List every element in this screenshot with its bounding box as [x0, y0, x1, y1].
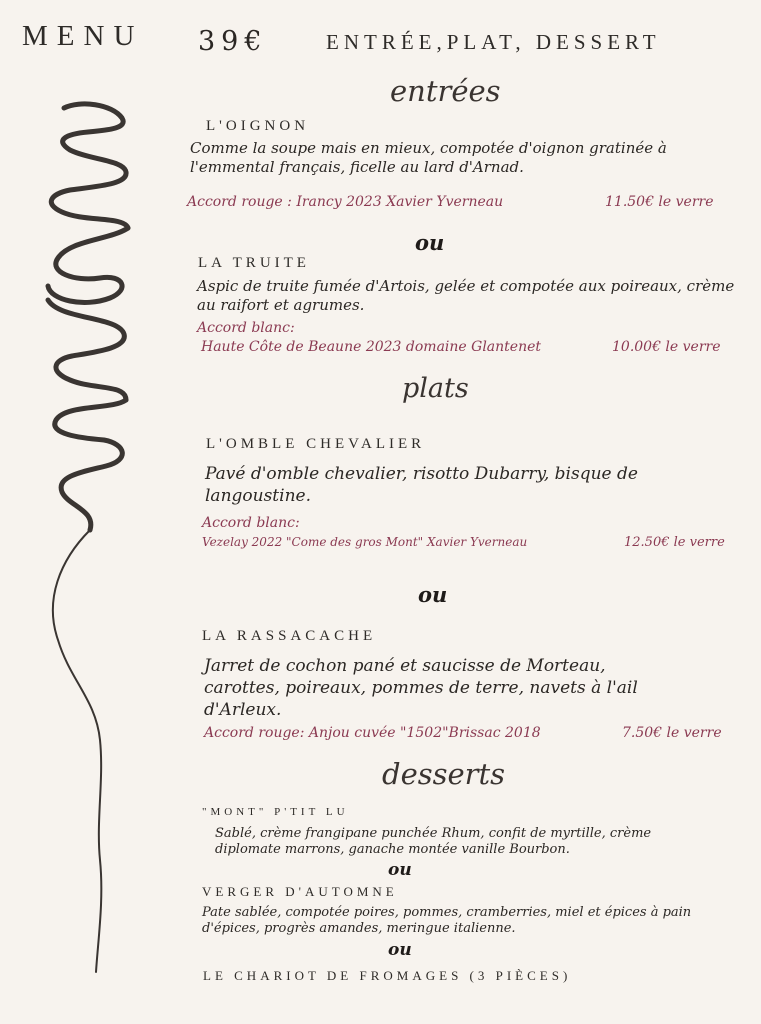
- wine-pairing-truite: Haute Côte de Beaune 2023 domaine Glantenet: [201, 339, 542, 355]
- or-separator: ou: [388, 940, 412, 960]
- wine-price-rassacache: 7.50€ le verre: [622, 725, 722, 741]
- dish-desc-truite: Aspic de truite fumée d'Artois, gelée et compotée aux poireaux, crème au raifort et agrumes.: [197, 277, 735, 314]
- dish-title-truite: LA TRUITE: [198, 255, 310, 271]
- dish-title-rassacache: LA RASSACACHE: [202, 628, 377, 644]
- or-separator: ou: [418, 582, 448, 607]
- or-separator: ou: [415, 230, 445, 255]
- dish-desc-mont-ptit-lu: Sablé, crème frangipane punchée Rhum, confit de myrtille, crème diplomate marrons, ganache montée vanille Bourbon.: [215, 826, 652, 857]
- section-title-desserts: desserts: [382, 757, 506, 791]
- section-title-entrees: entrées: [390, 74, 501, 108]
- wine-price-oignon: 11.50€ le verre: [605, 194, 714, 210]
- wine-pairing-label-truite: Accord blanc:: [197, 320, 295, 336]
- dish-title-verger-automne: VERGER D'AUTOMNE: [202, 884, 398, 899]
- dish-title-omble: L'OMBLE CHEVALIER: [206, 436, 426, 452]
- wine-pairing-omble: Vezelay 2022 "Come des gros Mont" Xavier Yverneau: [202, 535, 528, 549]
- dish-desc-verger-automne: Pate sablée, compotée poires, pommes, cramberries, miel et épices à pain d'épices, progrès amandes, meringue italienne.: [202, 905, 692, 936]
- dish-desc-oignon: Comme la soupe mais en mieux, compotée d'oignon gratinée à l'emmental français, ficelle au lard d'Arnad.: [190, 139, 667, 176]
- dish-title-mont-ptit-lu: "MONT" P'TIT LU: [202, 806, 349, 818]
- wine-price-omble: 12.50€ le verre: [624, 535, 725, 550]
- dish-title-oignon: L'OIGNON: [206, 118, 310, 134]
- wine-pairing-rassacache: Accord rouge: Anjou cuvée "1502"Brissac 2018: [204, 725, 541, 741]
- menu-courses: ENTRÉE,PLAT, DESSERT: [326, 30, 661, 54]
- menu-price: 39€: [198, 26, 268, 57]
- dish-title-chariot-fromages: LE CHARIOT DE FROMAGES (3 PIÈCES): [203, 968, 572, 983]
- wine-pairing-oignon: Accord rouge : Irancy 2023 Xavier Yverneau: [187, 194, 504, 210]
- or-separator: ou: [388, 860, 412, 880]
- dish-desc-rassacache: Jarret de cochon pané et saucisse de Morteau, carottes, poireaux, pommes de terre, navets à l'ail d'Arleux.: [204, 656, 638, 720]
- section-title-plats: plats: [402, 373, 469, 404]
- wine-price-truite: 10.00€ le verre: [612, 339, 721, 355]
- wine-pairing-label-omble: Accord blanc:: [202, 515, 300, 531]
- dish-desc-omble: Pavé d'omble chevalier, risotto Dubarry, bisque de langoustine.: [205, 464, 638, 506]
- menu-heading: MENU: [22, 20, 144, 52]
